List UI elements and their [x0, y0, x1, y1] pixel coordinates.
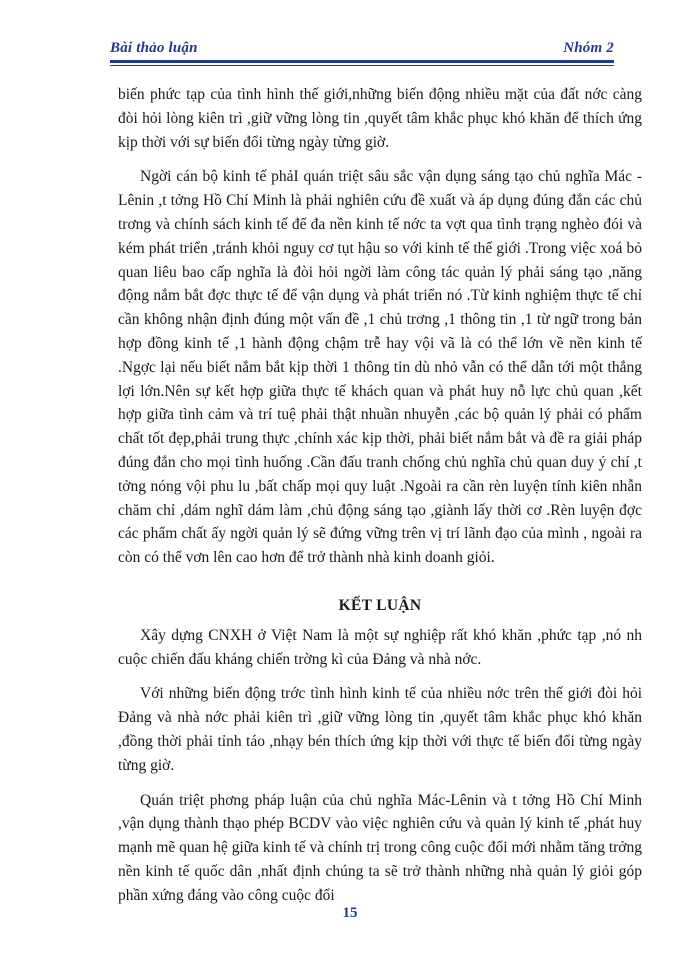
paragraph-conclusion-2: Với những biến động trớc tình hình kinh tế của nhiều nớc trên thế giới đòi hỏi Đảng và nhà nớc phải kiên trì ,giữ vững lòng tin ,quyết tâm khắc phục khó khăn ,đồng thời phải tỉnh táo ,nhạy bén thích ứng kịp thời với thực tế biến đổi từng ngày từng giờ.: [118, 685, 642, 774]
body-text: [118, 83, 642, 919]
paragraph-cadre-role: Ngời cán bộ kinh tế phảI quán triệt sâu sắc vận dụng sáng tạo chủ nghĩa Mác -Lênin ,t tởng Hồ Chí Minh là phải nghiên cứu đề xuất và áp dụng đúng đắn các chủ trơng và chính sách kinh tế để đa nền kinh tế nớc ta vợt qua tình trạng nghèo đói và kém phát triển ,tránh khỏi nguy cơ tụt hậu so với kinh tế thế giới .Trong việc xoá bỏ quan liêu bao cấp nghĩa là đòi hỏi ngời làm công tác quản lý phải sáng tạo ,năng động nắm bắt đợc thực tế để vận dụng và phát triển nó .Từ kinh nghiệm thực tế chỉ cần không nhận định đúng một vấn đề ,1 chủ trơng ,1 thông tin ,1 từ ngữ trong bản hợp đồng kinh tế ,1 hành động chậm trễ hay vội vã là có thể lớn về nền kinh tế .Ngợc lại nếu biết nắm bắt kịp thời 1 thông tin dù nhỏ vẫn có thể dẫn tới một thắng lợi lớn.Nên sự kết hợp giữa thực tế khách quan và phát huy nỗ lực chủ quan ,kết hợp giữa tình cảm và trí tuệ phải thật nhuần nhuyễn ,các bộ quản lý phải có phẩm chất tốt đẹp,phải trung thực ,chính xác kịp thời, phải biết nắm bắt và đề ra giải pháp đúng đắn cho mọi tình huống .Cần đấu tranh chống chủ nghĩa chủ quan duy ý chí ,t tởng nóng vội phu lu ,bất chấp mọi quy luật .Ngoài ra cần rèn luyện tính kiên nhẫn chăm chỉ ,dám nghĩ dám làm ,chủ động sáng tạo ,giành lấy thời cơ .Rèn luyện đợc các phẩm chất ấy ngời quản lý sẽ đứng vững trên vị trí lãnh đạo của mình , ngoài ra còn có thể vơn lên cao hơn để trở thành nhà kinh doanh giỏi.: [118, 168, 642, 567]
header-group: Nhóm 2: [563, 40, 614, 56]
header-rule-thick: [110, 60, 614, 63]
section-heading-conclusion: KẾT LUẬN: [338, 596, 422, 614]
paragraph-continued: biến phức tạp của tình hình thế giới,những biến động nhiều mặt của đất nớc càng đòi hỏi lòng kiên trì ,giữ vững lòng tin ,quyết tâm khắc phục khó khăn để thích ứng kịp thời với sự biến đổi từng ngày từng giờ.: [118, 86, 642, 151]
running-header: [110, 40, 614, 62]
paragraph-conclusion-3: Quán triệt phơng pháp luận của chủ nghĩa Mác-Lênin và t tởng Hồ Chí Minh ,vận dụng thành thạo phép BCDV vào việc nghiên cứu và quản lý kinh tế ,phát huy mạnh mẽ quan hệ giữa kinh tế và chính trị trong công cuộc đổi mới nhằm tăng trởng nền kinh tế quốc dân ,nhất định chúng ta sẽ trở thành những nhà quản lý giỏi góp phần xứng đáng vào công cuộc đổi: [118, 791, 642, 904]
paragraph-conclusion-1: Xây dựng CNXH ở Việt Nam là một sự nghiệp rất khó khăn ,phức tạp ,nó nh cuộc chiến đấu kháng chiến trờng kì của Đảng và nhà nớc.: [118, 626, 642, 668]
header-rule-thin: [110, 65, 614, 66]
header-title: Bài thảo luận: [110, 40, 198, 56]
page-number: 15: [342, 905, 358, 921]
